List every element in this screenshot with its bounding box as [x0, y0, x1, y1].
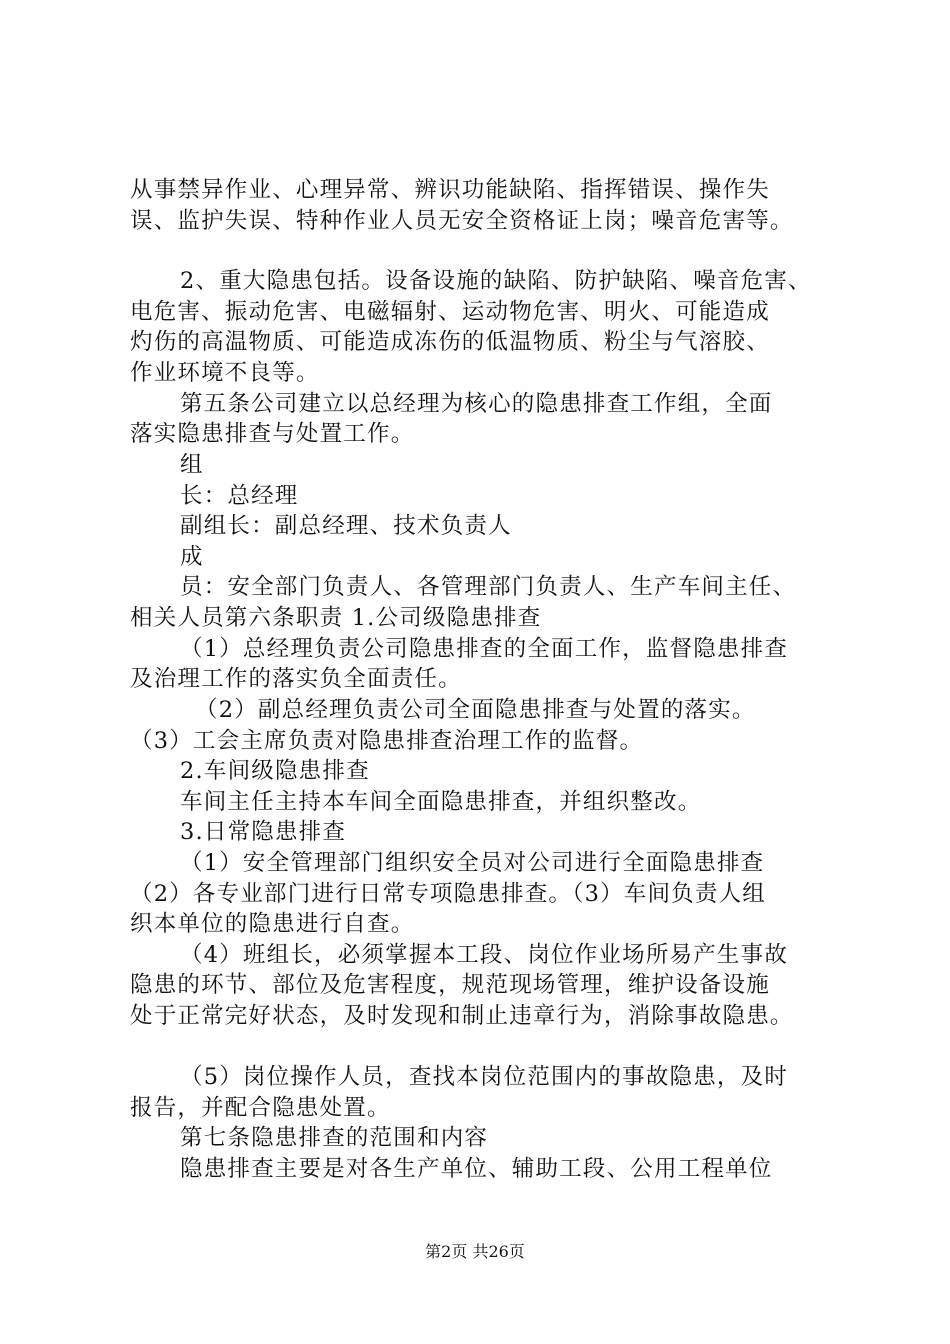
text-line: 织本单位的隐患进行自查。	[130, 911, 415, 937]
text-line: 相关人员第六条职责 1.公司级隐患排查	[130, 605, 542, 631]
text-line: 成	[180, 544, 204, 570]
text-line: （2）副总经理负责公司全面隐患排查与处置的落实。	[195, 697, 756, 723]
text-line: 2.车间级隐患排查	[180, 758, 370, 784]
text-line: 电危害、振动危害、电磁辐射、运动物危害、明火、可能造成	[130, 299, 770, 325]
text-line: 3.日常隐患排查	[180, 819, 347, 845]
text-line: （3）工会主席负责对隐患排查治理工作的监督。	[130, 728, 644, 754]
text-line: （1）安全管理部门组织安全员对公司进行全面隐患排查	[180, 850, 765, 876]
text-line: 2、重大隐患包括。设备设施的缺陷、防护缺陷、噪音危害、	[180, 268, 812, 294]
text-line: 报告，并配合隐患处置。	[130, 1095, 391, 1121]
page-footer: 第2页 共26页	[425, 1242, 525, 1261]
text-line: 落实隐患排查与处置工作。	[130, 421, 415, 447]
text-line: （4）班组长，必须掌握本工段、岗位作业场所易产生事故	[180, 942, 789, 968]
text-line: 第五条公司建立以总经理为核心的隐患排查工作组，全面	[180, 391, 773, 417]
text-line: 处于正常完好状态，及时发现和制止违章行为，消除事故隐患。	[130, 1003, 794, 1029]
text-line: （2）各专业部门进行日常专项隐患排查。（3）车间负责人组	[130, 881, 766, 907]
text-line: 员：安全部门负责人、各管理部门负责人、生产车间主任、	[180, 574, 797, 600]
text-line: 及治理工作的落实负全面责任。	[130, 666, 462, 692]
text-line: 第七条隐患排查的范围和内容	[180, 1125, 489, 1151]
text-line: 长：总经理	[180, 483, 299, 509]
text-line: 隐患排查主要是对各生产单位、辅助工段、公用工程单位	[180, 1156, 773, 1182]
text-line: 组	[180, 452, 204, 478]
text-line: 误、监护失误、特种作业人员无安全资格证上岗；噪音危害等。	[130, 208, 794, 234]
text-line: （5）岗位操作人员，查找本岗位范围内的事故隐患，及时	[180, 1064, 789, 1090]
text-line: 车间主任主持本车间全面隐患排查，并组织整改。	[180, 789, 702, 815]
text-line: 副组长：副总经理、技术负责人	[180, 513, 512, 539]
text-line: 从事禁异作业、心理异常、辨识功能缺陷、指挥错误、操作失	[130, 177, 770, 203]
text-line: 灼伤的高温物质、可能造成冻伤的低温物质、粉尘与气溶胶、	[130, 329, 770, 355]
text-line: （1）总经理负责公司隐患排查的全面工作，监督隐患排查	[180, 636, 789, 662]
text-line: 隐患的环节、部位及危害程度，规范现场管理，维护设备设施	[130, 972, 770, 998]
text-line: 作业环境不良等。	[130, 360, 320, 386]
